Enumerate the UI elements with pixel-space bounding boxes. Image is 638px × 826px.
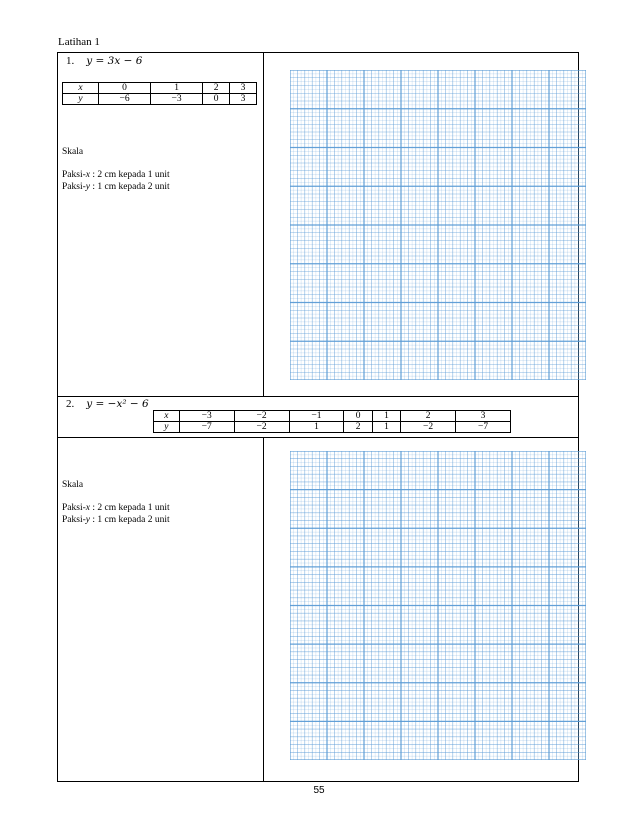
table-header-x: x [154, 411, 180, 422]
table-header-y: y [63, 94, 99, 105]
table-cell: −2 [401, 422, 456, 433]
question-2-label [66, 398, 149, 410]
table-cell: −3 [151, 94, 203, 105]
scale-x-line: Paksi-x : 2 cm kepada 1 unit [62, 503, 170, 513]
value-table-2 [153, 410, 511, 433]
column-divider-1 [263, 52, 264, 396]
table-row-y [154, 422, 511, 433]
graph-paper-1[interactable] [290, 70, 586, 385]
table-cell: 2 [401, 411, 456, 422]
scale-y-line: Paksi-y : 1 cm kepada 2 unit [62, 182, 170, 192]
table-cell: −2 [234, 422, 289, 433]
table-cell: −1 [289, 411, 344, 422]
table-header-y: y [154, 422, 180, 433]
table-cell: 2 [203, 83, 230, 94]
table-cell: 3 [230, 83, 257, 94]
table-cell: 0 [344, 411, 372, 422]
table-cell: 1 [151, 83, 203, 94]
equation: y = −x² − 6 [86, 398, 149, 410]
scale-y-line: Paksi-y : 1 cm kepada 2 unit [62, 515, 170, 525]
table-cell: 1 [372, 411, 400, 422]
row-divider-1 [57, 396, 579, 397]
scale-block-2 [62, 479, 170, 526]
question-number: 2. [66, 398, 75, 410]
table-cell: −2 [234, 411, 289, 422]
table-header-x: x [63, 83, 99, 94]
table-cell: 3 [230, 94, 257, 105]
table-row-x [63, 83, 257, 94]
value-table-1 [62, 82, 257, 105]
table-cell: 1 [372, 422, 400, 433]
table-row-y [63, 94, 257, 105]
table-cell: 0 [99, 83, 151, 94]
table-cell: −6 [99, 94, 151, 105]
table-cell: −7 [179, 422, 234, 433]
table-cell: −3 [179, 411, 234, 422]
row-divider-2 [57, 437, 579, 438]
equation: y = 3x − 6 [86, 55, 143, 67]
table-row-x [154, 411, 511, 422]
table-cell: −7 [456, 422, 511, 433]
column-divider-2 [263, 437, 264, 782]
question-1-label [66, 55, 142, 67]
scale-title: Skala [62, 480, 84, 490]
scale-title: Skala [62, 147, 84, 157]
scale-block-1 [62, 146, 170, 193]
table-cell: 0 [203, 94, 230, 105]
table-cell: 1 [289, 422, 344, 433]
question-number: 1. [66, 55, 75, 67]
table-cell: 2 [344, 422, 372, 433]
page-heading: Latihan 1 [58, 36, 100, 48]
scale-x-line: Paksi-x : 2 cm kepada 1 unit [62, 170, 170, 180]
table-cell: 3 [456, 411, 511, 422]
graph-paper-2[interactable] [290, 451, 586, 765]
page-number: 55 [313, 785, 325, 796]
